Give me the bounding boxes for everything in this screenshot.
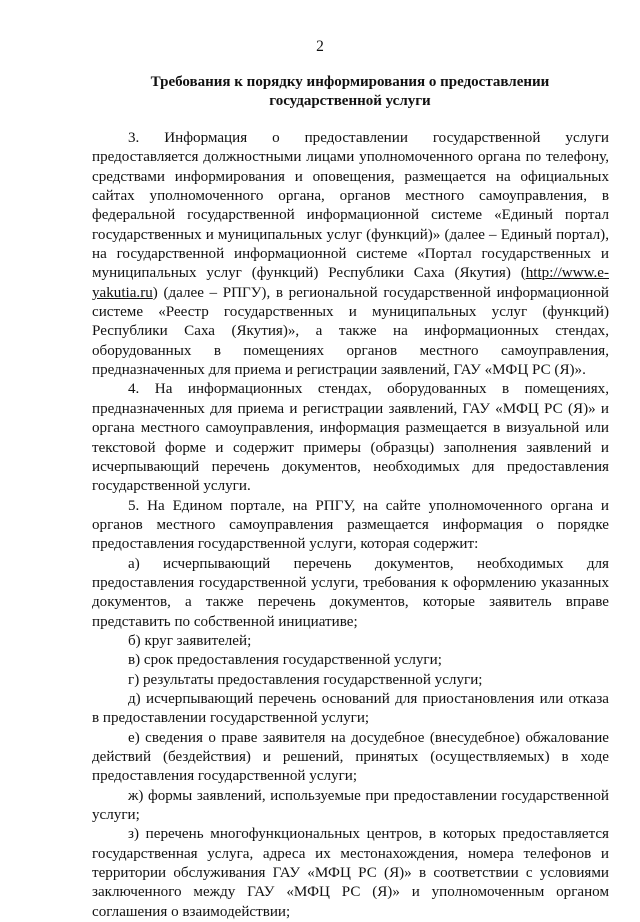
list-item-a: а) исчерпывающий перечень документов, необходимых для предоставления государственной услуги, требования к оформлению указанных документов, а также перечень документов, которые заявитель вправе представить по собственной инициативе; [92, 555, 609, 630]
section-title [92, 73, 608, 110]
section-title-line-2: государственной услуги [269, 92, 431, 109]
paragraph-4: 4. На информационных стендах, оборудованных в помещениях, предназначенных для приема и регистрации заявлений, ГАУ «МФЦ РС (Я)» и органа местного самоуправления, информация размещается в визуальной или текстовой форме и содержит примеры (образцы) заполнения заявлений и исчерпывающий перечень документов, необходимых для предоставления государственной услуги. [92, 381, 609, 495]
list-item-d: д) исчерпывающий перечень оснований для приостановления или отказа в предоставлении государственной услуги; [92, 690, 609, 727]
list-item-g: г) результаты предоставления государственной услуги; [128, 671, 483, 688]
document-body [92, 129, 609, 922]
list-item-z: з) перечень многофункциональных центров, в которых предоставляется государственная услуга, адреса их местонахождения, номера телефонов и территории обслуживания ГАУ «МФЦ РС (Я)» в соответствии с условиями заключенного между ГАУ «МФЦ РС (Я)» и уполномоченным органом соглашения о взаимодействии; [92, 826, 609, 920]
list-item-b: б) круг заявителей; [128, 632, 252, 649]
e-yakutia-link[interactable]: http://www.e-yakutia.ru [92, 265, 609, 301]
paragraph-3-text-start: 3. Информация о предоставлении государственной услуги предоставляется должностными лицами уполномоченного органа по телефону, средствами информирования и оповещения, размещается на официальных сайтах уполномоченного органа, органов местного самоуправления, в федеральной государственной информационной системе «Единый портал государственных и муниципальных услуг (функций)» (далее – Единый портал), на государственной информационной системе «Портал государственных и муниципальных услуг (функций) Республики Саха (Якутия) ( [92, 130, 609, 282]
paragraph-3-text-end: ) (далее – РПГУ), в региональной государственной информационной системе «Реестр государственных и муниципальных услуг (функций) Республики Саха (Якутия)», а также на информационных стендах, оборудованных в помещениях органов местного самоуправления, предназначенных для приема и регистрации заявлений, ГАУ «МФЦ РС (Я)». [92, 284, 609, 379]
list-item-e: е) сведения о праве заявителя на досудебное (внесудебное) обжалование действий (бездействия) и решений, принятых (осуществляемых) в ходе предоставления государственной услуги; [92, 729, 609, 785]
list-item-zh: ж) формы заявлений, используемые при предоставлении государственной услуги; [92, 787, 609, 824]
paragraph-5: 5. На Едином портале, на РПГУ, на сайте уполномоченного органа и органов местного самоуправления размещается информация о порядке предоставления государственной услуги, которая содержит: [92, 497, 609, 553]
page-number: 2 [316, 38, 324, 55]
paragraph-3 [92, 129, 609, 380]
section-title-line-1: Требования к порядку информирования о предоставлении [150, 74, 550, 90]
list-item-v: в) срок предоставления государственной услуги; [128, 652, 442, 669]
